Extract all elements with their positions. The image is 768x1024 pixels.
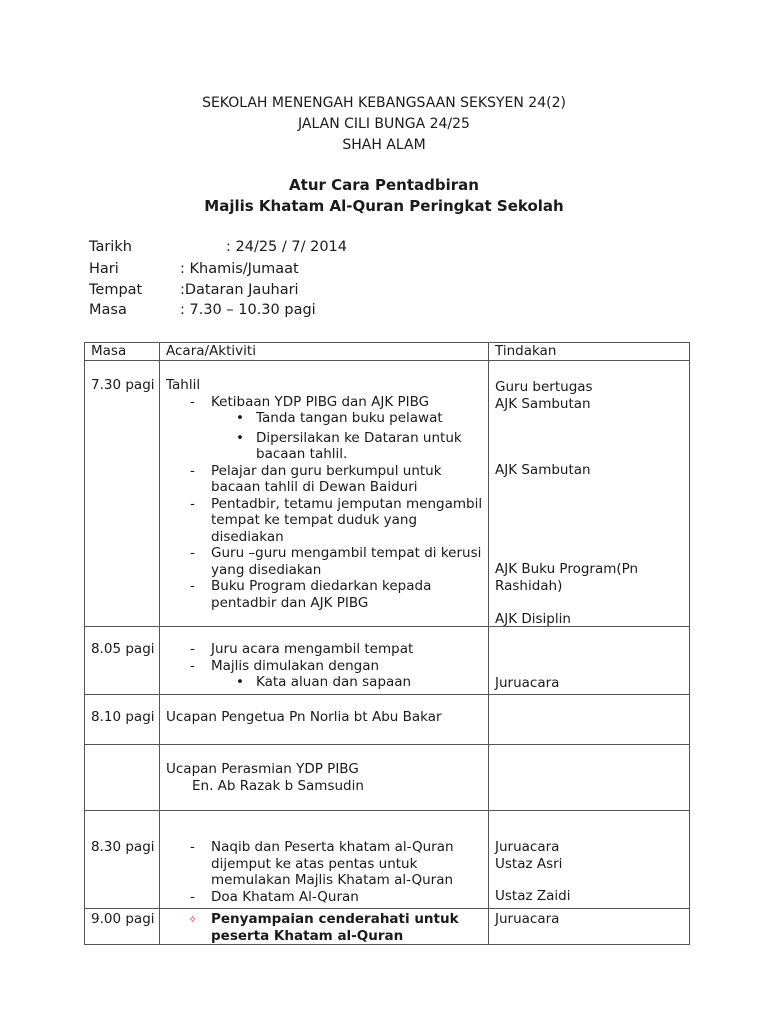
list-item-text: Penyampaian cenderahati untuk peserta Khatam al-Quran [211, 911, 459, 944]
time-cell [85, 745, 160, 811]
action-text: Juruacara [489, 909, 690, 945]
action-text: Ustaz Zaidi [495, 888, 571, 904]
info-value: :Dataran Jauhari [180, 282, 299, 298]
table-header-row [85, 343, 690, 361]
schedule-table [84, 342, 690, 945]
time-cell: 8.10 pagi [85, 695, 160, 745]
activity-cell: Ucapan Pengetua Pn Norlia bt Abu Bakar [160, 695, 489, 745]
action-text: Ustaz Asri [495, 855, 563, 872]
list-item: - Majlis dimulakan dengan [166, 658, 488, 675]
info-value: : Khamis/Jumaat [180, 261, 299, 277]
info-label: Hari [89, 261, 119, 277]
list-item: - Doa Khatam Al-Quran [166, 889, 488, 906]
activity-text: Ucapan Perasmian YDP PIBG [166, 761, 359, 777]
info-value: : 24/25 / 7/ 2014 [226, 239, 348, 255]
action-text: AJK Sambutan [495, 396, 591, 412]
table-row [85, 745, 690, 811]
time-cell: 8.05 pagi [85, 627, 160, 695]
school-name: SEKOLAH MENENGAH KEBANGSAAN SEKSYEN 24(2) [202, 95, 566, 111]
list-item: • Tanda tangan buku pelawat [166, 410, 488, 427]
action-text: AJK Buku Program(Pn Rashidah) [495, 561, 639, 594]
action-cell [489, 695, 690, 745]
table-row [85, 361, 690, 627]
activity-cell [160, 361, 489, 627]
activity-text: En. Ab Razak b Samsudin [192, 777, 364, 794]
list-item: - Guru –guru mengambil tempat di kerusi yang disediakan [166, 545, 488, 578]
arrow-bullet-icon: ✧ [188, 913, 198, 926]
action-text: AJK Disiplin [495, 611, 571, 627]
activity-cell [160, 811, 489, 909]
school-address: JALAN CILI BUNGA 24/25 [298, 116, 470, 132]
school-city: SHAH ALAM [342, 137, 426, 153]
table-row [85, 627, 690, 695]
document-subtitle: Majlis Khatam Al-Quran Peringkat Sekolah [204, 197, 564, 215]
action-cell [489, 361, 690, 627]
col-header-masa: Masa [85, 343, 160, 361]
table-row [85, 695, 690, 745]
info-label: Tarikh [89, 239, 132, 255]
list-item: - Juru acara mengambil tempat [166, 641, 488, 658]
table-row [85, 811, 690, 909]
table-row [85, 909, 690, 945]
info-value: : 7.30 – 10.30 pagi [180, 302, 316, 318]
action-cell [489, 811, 690, 909]
list-item: - Pentadbir, tetamu jemputan mengambil tempat ke tempat duduk yang disediakan [166, 496, 488, 546]
activity-cell [160, 627, 489, 695]
list-item: - Pelajar dan guru berkumpul untuk bacaan tahlil di Dewan Baiduri [166, 463, 488, 496]
action-text: AJK Sambutan [495, 462, 591, 478]
time-cell: 7.30 pagi [85, 361, 160, 627]
list-item: • Dipersilakan ke Dataran untuk bacaan tahlil. [166, 430, 488, 463]
time-cell: 8.30 pagi [85, 811, 160, 909]
col-header-tindakan: Tindakan [489, 343, 690, 361]
time-cell: 9.00 pagi [85, 909, 160, 945]
activity-heading: Tahlil [166, 377, 201, 393]
document-title: Atur Cara Pentadbiran [289, 176, 479, 194]
activity-cell [160, 909, 489, 945]
activity-cell [160, 745, 489, 811]
action-text: Guru bertugas [495, 379, 593, 395]
action-cell [489, 745, 690, 811]
info-label: Tempat [89, 282, 143, 298]
info-label: Masa [89, 302, 127, 318]
list-item: - Buku Program diedarkan kepada pentadbir dan AJK PIBG [166, 578, 488, 611]
list-item: - Naqib dan Peserta khatam al-Quran dijemput ke atas pentas untuk memulakan Majlis Khatam al-Quran [166, 839, 488, 889]
list-item: - Ketibaan YDP PIBG dan AJK PIBG [166, 394, 488, 411]
action-text: Juruacara [495, 839, 560, 855]
list-item: • Kata aluan dan sapaan [166, 674, 488, 691]
list-item [166, 911, 488, 944]
action-text: Juruacara [489, 627, 690, 695]
col-header-acara: Acara/Aktiviti [160, 343, 489, 361]
